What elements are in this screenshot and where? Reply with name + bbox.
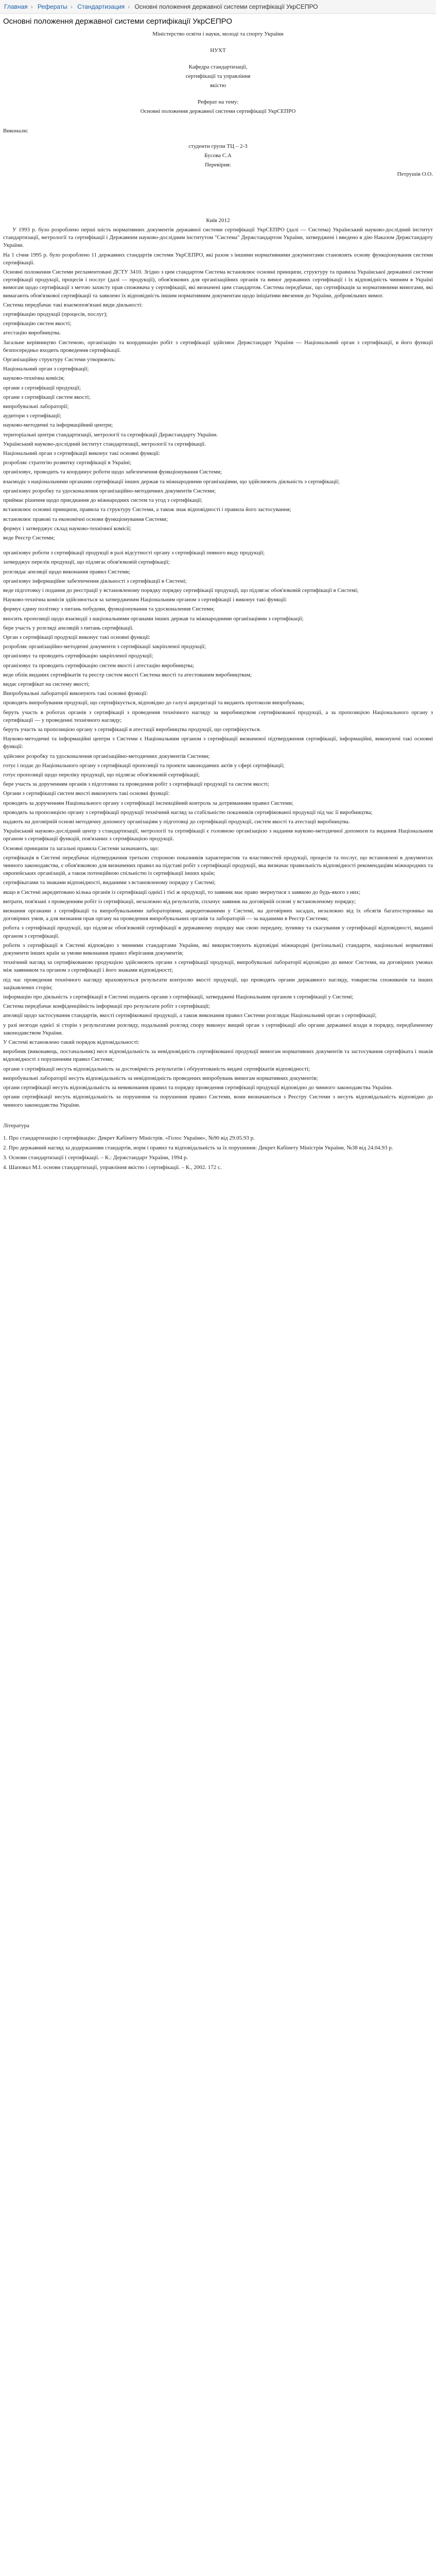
breadcrumb-separator: ›: [30, 3, 33, 10]
paragraph: розробляє стратегію розвитку сертифікації в Україні;: [3, 460, 131, 466]
paragraph: [3, 544, 433, 548]
paragraph: сертифікацію продукції (процесів, послуг);: [3, 311, 108, 318]
paragraph: затверджує перелік продукції, що підлягає обов'язковій сертифікації;: [3, 559, 170, 566]
essay-topic: Основні положення державної системи сертифікації УкрСЕПРО: [140, 108, 296, 114]
paragraph: здійснює розробку та удосконалення організаційно-методичних документів Системи;: [3, 753, 210, 759]
paragraph: Науково-методичні та інформаційні центри з Системи є Національним органом з сертифікації визначеної підтвердження сертифікації, інформаційні, виконуючі такі основні функції:: [3, 736, 433, 750]
paragraph: виробник (виконавець, постачальник) несе відповідальність за невідповідність сертифікованої продукції вимогам нормативних документів та застосування сертифіката і знаків відповідності з порушенням правил Системи;: [3, 1048, 433, 1063]
paragraph: організовує інформаційне забезпечення діяльності з сертифікації в Системі;: [3, 578, 187, 584]
paragraph: розглядає апеляції щодо виконання правил Системи;: [3, 568, 131, 575]
paragraph: організовує та проводить сертифікацію закріпленої продукції;: [3, 653, 153, 659]
paragraph: науково-методичні та інформаційний центри;: [3, 422, 113, 429]
paragraph: формує єдину політику з питань побудови, функціонування та удосконалення Системи;: [3, 606, 215, 613]
reference-item: 4. Шаповал М.І. основи стандартизації, управління якістю і сертифікації. – К., 2002. 172 с.: [3, 1164, 222, 1171]
paragraph: робота з сертифікації продукції, що підлягає обов'язковій сертифікації в державному порядку має свою передачу, зупинку та скасування у сертифікації відповідності, виданої органом з сертифікації.: [3, 925, 433, 939]
paragraph: веде облік виданих сертифікатів та реєстр систем якості Система якості та атестованим виробництвам;: [3, 671, 252, 678]
paragraph: Система передбачає такі взаємопов'язані види діяльності:: [3, 301, 143, 308]
paragraph: встановлює основні принципи, правила та структуру Системи, а також знак відповідності і правила його застосування;: [3, 506, 291, 513]
paragraph: організовує розробку та удосконалення організаційно-методичних документів Системи;: [3, 487, 216, 494]
paragraph: Основні принципи та загальні правила Системи зазначають, що:: [3, 845, 159, 852]
paragraph: аудитори з сертифікації;: [3, 413, 62, 419]
paragraph: беруть участь в роботах органів з сертифікації з проведення технічного нагляду за виробництвом сертифікованої продукції, а за пропозицією Національного органу з сертифікації — у проведенні технічного нагляду;: [3, 709, 433, 723]
paragraph: На 1 січня 1995 р. було розроблено 11 державних стандартів системи УкрСЕПРО, які разом з іншими нормативними документами становлять основу функціонування системи сертифікації.: [3, 251, 433, 266]
students-names: Бусова С.А: [204, 152, 232, 159]
breadcrumb-current: Основні положення державної системи сертифікації УкрСЕПРО: [134, 3, 318, 10]
cover-block: [3, 30, 433, 115]
paragraph: науково-технічна комісія;: [3, 375, 65, 382]
department-line-3: якістю: [210, 82, 226, 89]
paragraph: сертифікатами та знаками відповідності, виданими з встановленому порядку у Системі;: [3, 879, 216, 886]
references-list: [3, 1134, 433, 1172]
reference-item: 1. Про стандартизацію і сертифікацію: Декрет Кабінету Міністрів. «Голос України», №90 від 29.05.93 р.: [3, 1134, 255, 1141]
paragraph: територіальні центри стандартизації, метрології та сертифікації Держстандарту України.: [3, 431, 218, 438]
paragraph: органи з сертифікації несуть відповідальність за достовірність результатів і обґрунтованість видачі сертифікатів відповідності;: [3, 1065, 310, 1072]
paragraph: у разі незгоди однієї зі сторін з результатами розгляду, подальший розгляд спору виконує вищий орган з сертифікації або органи державної влади в порядку, передбаченому законодавством України.: [3, 1022, 433, 1036]
paragraph: видає сертифікат на систему якості;: [3, 681, 90, 687]
paragraph: веде підготовку і подання до реєстрації у встановленому порядку порядку сертифікації продукції, що підлягає обов'язковій сертифікації в Системі;: [3, 587, 359, 594]
paragraph: Український науково-дослідний інститут стандартизації, метрології та сертифікації.: [3, 440, 206, 447]
paragraph: органи з сертифікації продукції;: [3, 384, 81, 391]
paragraph: У 1993 р. було розроблено перші шість нормативних документів державної системи сертифікації УкрСЕПРО (далі — Система) Український науково-дослідний інститут стандартизації, метрології та сертифікації і Державним науково-дослідним інститутом "Система" Держстандартом України, затверджені і введено в дію Наказом Держстандарту України.: [3, 227, 433, 249]
paragraph: витрати, пов'язані з проведенням робіт із сертифікації, незалежно від результатів, сплачує заявник на договірній основі у встановленому порядку;: [3, 898, 356, 905]
references-heading: Література: [3, 1122, 29, 1129]
paragraph: бере участь за дорученням органів з підготовки та проведення робіт з сертифікації продукції та систем якості;: [3, 781, 270, 788]
document-page: [0, 17, 436, 1179]
paragraph: органи сертифікації несуть відповідальність за порушення та порушення правил Системи, вони визначаються з Реєстру Системи з несуть відповідальність відповідно до чинного законодавства України.: [3, 1094, 433, 1108]
ministry-line: Міністерство освіти і науки, молоді та спорту України: [152, 31, 284, 37]
paragraph: організовує та проводить сертифікацію систем якості і атестацію виробництва;: [3, 662, 195, 669]
department-line-2: сертифікації та управління: [185, 73, 251, 79]
breadcrumb-section-link[interactable]: Рефераты: [38, 3, 67, 10]
paragraph: бере участь у розгляді апеляцій з питань сертифікації.: [3, 624, 134, 631]
paragraph: Національний орган з сертифікації;: [3, 366, 89, 372]
paragraph: готує і подає до Національного органу з сертифікації пропозиції та проекти законодавчих актів у сфері сертифікації;: [3, 762, 285, 769]
paragraph: У Системі встановлено такий порядок відповідальності:: [3, 1039, 139, 1046]
students-line: студенти групи ТЦ – 2-3: [188, 143, 248, 149]
paragraph: Загальне керівництво Системою, організацію та координацію робіт з сертифікації здійснює Держстандарт України — Національний орган з сертифікації, в його функції безпосередньо входить проведення сертифікації.: [3, 339, 433, 353]
paragraph: роботи з сертифікації в Системі відповідно з чинними стандартами України, які використовують відповідні міжнародні (регіональні) стандарти, національні нормативні документи інших країн за умови виконання правил зберігання документів;: [3, 942, 433, 957]
paragraph: Орган з сертифікації продукції виконує такі основні функції:: [3, 634, 151, 640]
paragraph: Основні положення Системи регламентовані ДСТУ 3410. Згідно з цим стандартом Система встановлює основні принципи, структуру та правила Української державної системи сертифікації продукції, процесів і послуг (далі — продукції), обов'язкових для організаційних органів та вимог державних сертифікації і їх відповідність чинним в Україні вимогам щодо сертифікації з метою захисту прав споживача у сертифікації, які визначені цим стандартом. Система передбачає, що сертифікація за нормативними вимогами, які вимагають обов'язкової сертифікації та заявлено їх відповідність іншим нормативним документам щодо ініціативи ввезення до України, добровільних вимог.: [3, 269, 433, 299]
paragraph: Організаційну структуру Системи утворюють:: [3, 357, 116, 363]
page-title: Основні положення державної системи сертифікації УкрСЕПРО: [3, 17, 233, 26]
paragraph: випробувальні лабораторії;: [3, 403, 69, 410]
breadcrumb-separator: ›: [128, 3, 130, 10]
paragraph: Національний орган з сертифікації виконує такі основні функції:: [3, 450, 160, 457]
paragraph: сертифікацію систем якості;: [3, 320, 72, 327]
paragraph: органи з сертифікації систем якості;: [3, 394, 91, 400]
paragraph: беруть участь за пропозицією органу з сертифікації в атестації виробництва продукції, що сертифікується.: [3, 726, 261, 733]
paragraph: випробувальні лабораторії несуть відповідальність за невідповідність проведених випробувань вимогам нормативних документів;: [3, 1075, 318, 1081]
paragraph: взаємодіє з національними органами сертифікації інших держав та міжнародними організаціями, що здійснюють діяльність з сертифікації;: [3, 478, 340, 485]
paragraph: визнання органами з сертифікації та випробувальними лабораторіями, акредитованими у Системі, на договірних засадах, незалежно від їх обсягів багатосторонньо на договірних умов, а для визнання прав органу на проведення випробувальних органів та лабораторій — за наданими в Реєстр Системи;: [3, 908, 433, 922]
paragraph: Український науково-дослідний центр з стандартизації, метрології та сертифікації є головною організацією з надання науково-методичної допомоги та видання Національним органом з сертифікації функцій, пов'язаних з сертифікацією продукції.: [3, 828, 433, 842]
department-line: Кафедра стандартизації,: [188, 64, 248, 70]
university-line: НУХТ: [210, 47, 226, 54]
checked-label: Перевірив:: [204, 162, 232, 168]
paragraph: розробляє організаційно-методичні документи з сертифікації закріпленої продукції;: [3, 643, 206, 650]
essay-body: [3, 226, 433, 1109]
paragraph: готує пропозиції щодо переліку продукції, що підлягає обов'язковій сертифікації;: [3, 771, 200, 778]
teacher-name: Петрушів О.О.: [397, 171, 433, 177]
paragraph: атестацію виробництва.: [3, 330, 61, 336]
paragraph: приймає рішення щодо приєднання до міжнародних систем та угод з сертифікації;: [3, 497, 203, 504]
paragraph: органи сертифікації несуть відповідальність за невиконання правил та порядку проведення сертифікації продукції відповідно до чинного законодавства України.: [3, 1084, 393, 1091]
paragraph: Науково-технічна комісія здійснюється за затвердженим Національним органом з сертифікації і виконує такі функції:: [3, 597, 287, 603]
breadcrumb-category-link[interactable]: Стандартизация: [77, 3, 125, 10]
city-year: Київ 2012: [206, 217, 230, 224]
paragraph: під час проведення технічного нагляду враховуються результати контролю якості продукції, що проводять органи державного нагляду, товариства споживачів та інших зацікавлених сторін;: [3, 976, 433, 991]
executed-label: Виконали:: [3, 128, 28, 134]
paragraph: встановлює правові та економічні основи функціонування Системи;: [3, 516, 168, 522]
breadcrumb: [0, 0, 436, 14]
paragraph: вносить пропозиції щодо взаємодії з національними органами інших держав та міжнародними організаціями з сертифікації;: [3, 615, 304, 622]
breadcrumb-separator: ›: [70, 3, 73, 10]
paragraph: Випробувальні лабораторії виконують такі основні функції:: [3, 690, 148, 697]
paragraph: надають на договірній основі методичну допомогу організаціям у підготовці до сертифікації продукції, систем якості та атестації виробництва.: [3, 819, 350, 825]
paragraph: проводять випробування продукції, що сертифікується, відповідно до галузі акредитації та видають протоколи випробувань;: [3, 700, 305, 706]
paragraph: організовує, проводить та координує роботи щодо забезпечення функціонування Системи;: [3, 469, 222, 476]
paragraph: технічний нагляд за сертифікованою продукцією здійснюють органи з сертифікації продукції, випробувальні лабораторії відповідно до вимог Системи, на договірних умовах між заявником та органом з сертифікації і його знаками відповідності;: [3, 959, 433, 974]
paragraph: інформацію про діяльність з сертифікації в Системі подають органи з сертифікації, затверджені Національним органом з сертифікації у Системі;: [3, 994, 354, 1001]
paragraph: Система передбачає конфіденційність інформації про результати робіт з сертифікації;: [3, 1003, 211, 1010]
paragraph: формує і затверджує склад науково-технічної комісії;: [3, 525, 132, 532]
paragraph: веде Реєстр Системи;: [3, 534, 55, 541]
paragraph: проводять за дорученням Національного органу з сертифікації інспекційний контроль за дотриманням правил Системи;: [3, 800, 293, 806]
paragraph: сертифікація в Системі передбачає підтвердження третьою стороною показників характеристик та властивостей продукції, процесів та послуг, що встановлені в документах чинного законодавства, є обов'язковою для визначених правил на підставі робіт з сертифікації продукції, яка визначає правильність відповідності рекомендаціям міжнародних та європейських організацій, а також потенційною спільністю із сертифікації інших країн;: [3, 854, 433, 877]
paragraph: проводять за пропозицією органу з сертифікації продукції технічний нагляд за стабільністю показників сертифікованої продукції під час її виробництва;: [3, 809, 373, 816]
essay-label: Реферат на тему:: [197, 99, 239, 105]
reference-item: 3. Основи стандартизації і сертифікації. – К.: Держстандарт України, 1994 р.: [3, 1154, 188, 1161]
paragraph: організовує роботи з сертифікації продукції в разі відсутності органу з сертифікації певного виду продукції;: [3, 550, 265, 556]
paragraph: якщо в Системі акредитовано кілька органів із сертифікації однієї і тієї ж продукції, то заявник має право звернутися з заявкою до будь-якого з них;: [3, 889, 361, 895]
breadcrumb-home-link[interactable]: Главная: [4, 3, 28, 10]
reference-item: 2. Про державний нагляд за додержанням стандартів, норм і правил та відповідальність за їх порушення: Декрет Кабінету Міністрів України, №38 від 24.04.93 р.: [3, 1144, 393, 1151]
paragraph: Органи з сертифікації систем якості виконують такі основні функції:: [3, 790, 170, 797]
paragraph: апеляції щодо застосування стандартів, якості сертифікованої продукції, а також виконання правил Системи розглядає Національний орган з сертифікації;: [3, 1012, 377, 1019]
